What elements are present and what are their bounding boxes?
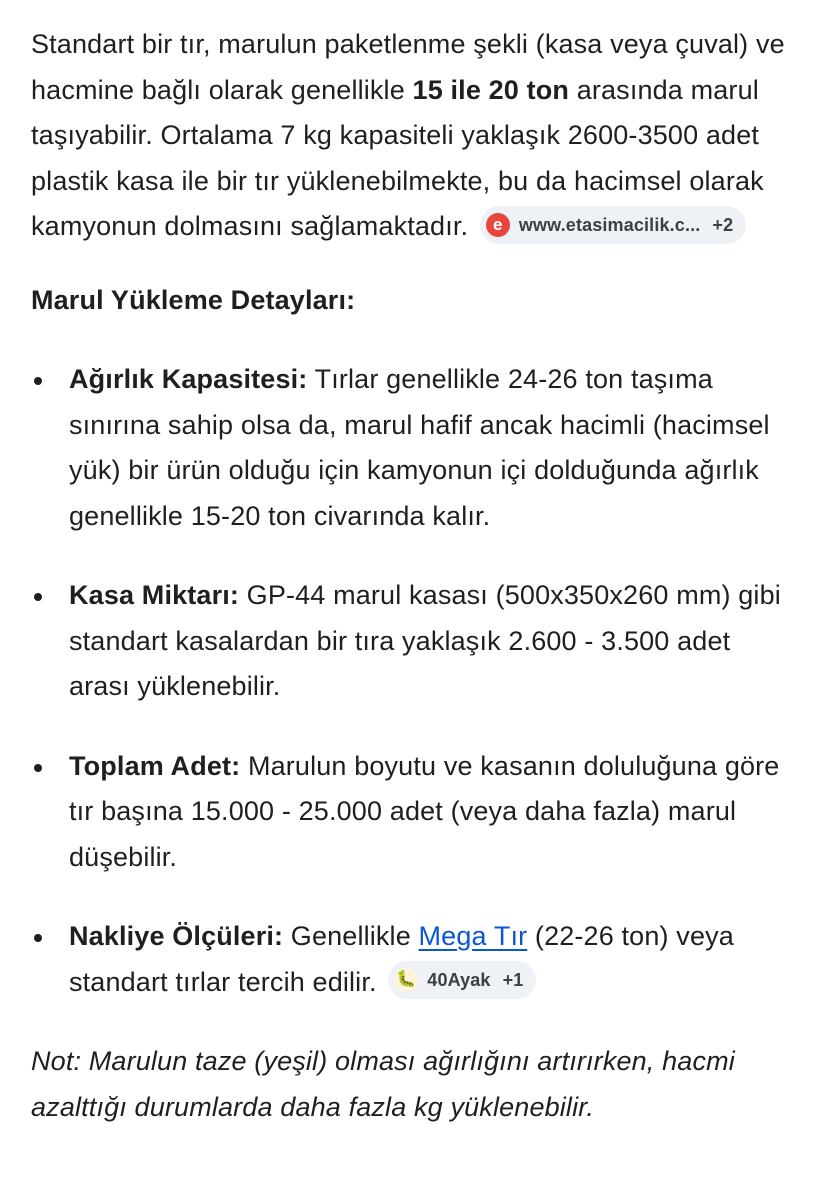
list-item-text: Tırlar genellikle 24-26 ton taşıma sınırına sahip olsa da, marul hafif ancak hacimli (hacimsel yük) bir ürün olduğu için kamyonun içi dolduğunda ağırlık genellikle 15-20 ton civarında kalır. [69, 364, 770, 531]
intro-bold-range: 15 ile 20 ton [412, 74, 570, 105]
list-item-text-end: (22-26 ton) veya standart tırlar tercih edilir. [69, 921, 734, 997]
source-chip-label: www.etasimacilik.c... [518, 214, 701, 235]
section-heading: Marul Yükleme Detayları: [31, 284, 356, 315]
source-chip-count: +2 [712, 214, 734, 235]
source-chip-40ayak[interactable] [388, 961, 536, 999]
caterpillar-logo-icon: 🐛 [394, 968, 418, 992]
details-list [31, 357, 792, 1005]
list-item-text: Marulun boyutu ve kasanın doluluğuna göre tır başına 15.000 - 25.000 adet (veya daha fazla) marul düşebilir. [69, 750, 780, 872]
mega-tir-link[interactable]: Mega Tır [418, 921, 528, 951]
list-item-weight-capacity [31, 357, 792, 539]
note-paragraph: Not: Marulun taze (yeşil) olması ağırlığını artırırken, hacmi azalttığı durumlarda daha fazla kg yüklenebilir. [31, 1046, 735, 1122]
source-chip-count: +1 [502, 970, 524, 991]
list-item-crate-quantity [31, 573, 792, 710]
list-item-transport-sizes [31, 914, 792, 1005]
list-item-text: GP-44 marul kasası (500x350x260 mm) gibi standart kasalardan bir tıra yaklaşık 2.600 - 3.500 adet arası yüklenebilir. [69, 580, 781, 701]
etasimacilik-logo-icon: e [486, 213, 510, 237]
list-item-term: Nakliye Ölçüleri: [69, 921, 284, 951]
list-item-text: Genellikle [283, 921, 419, 951]
source-chip-etasimacilik[interactable] [480, 206, 746, 244]
source-chip-label: 40Ayak [427, 970, 491, 991]
list-item-term: Toplam Adet: [69, 750, 241, 781]
intro-text-end: arasında marul taşıyabilir. Ortalama 7 kg kapasiteli yaklaşık 2600-3500 adet plastik kasa ile bir tır yüklenebilmekte, bu da hacimsel olarak kamyonun dolmasını sağlamaktadır. [31, 74, 764, 241]
intro-paragraph [31, 22, 792, 250]
list-item-term: Kasa Miktarı: [69, 580, 240, 610]
list-item-term: Ağırlık Kapasitesi: [69, 364, 308, 394]
list-item-total-count [31, 744, 792, 881]
intro-text-start: Standart bir tır, marulun paketlenme şekli (kasa veya çuval) ve hacmine bağlı olarak genellikle [31, 29, 785, 105]
